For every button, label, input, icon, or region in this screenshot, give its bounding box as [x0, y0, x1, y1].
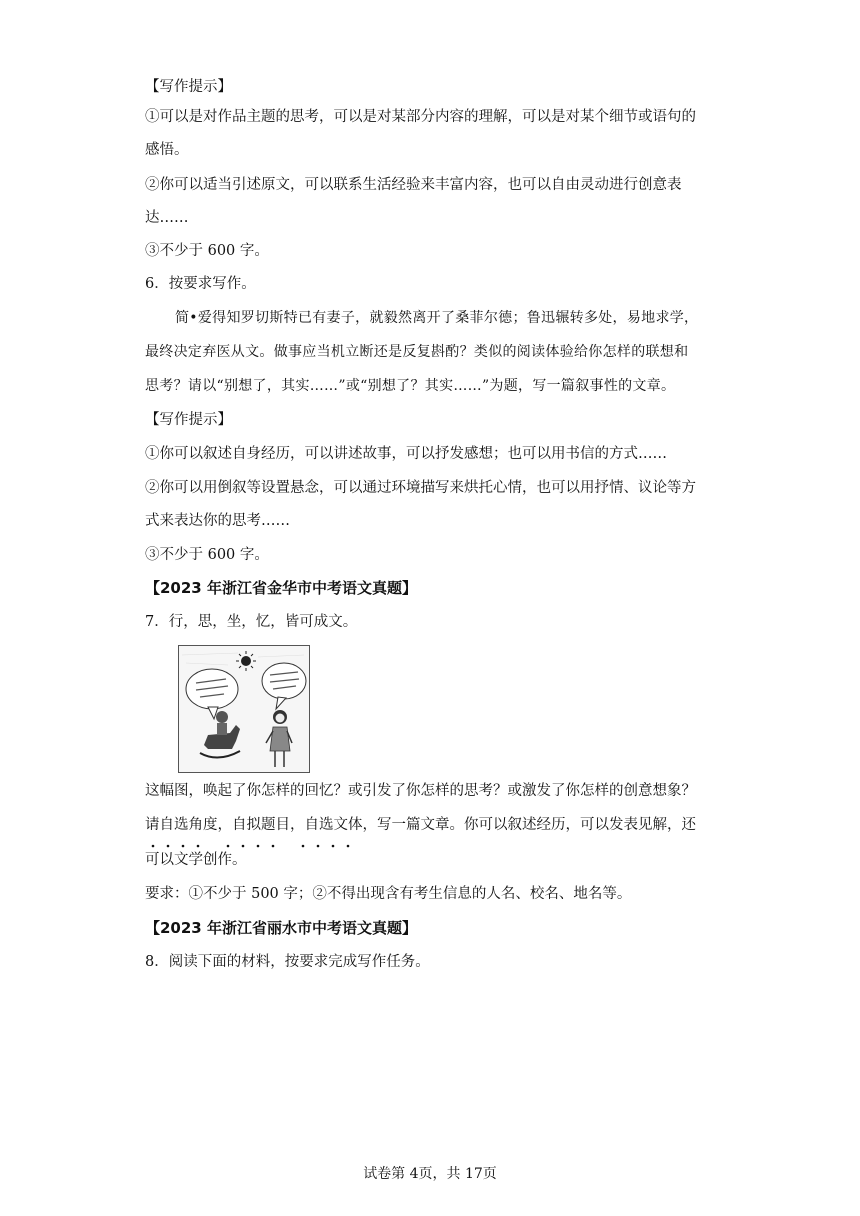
tips-title-5: 【写作提示】	[145, 79, 232, 95]
q6-tip2-line1: ②你可以用倒叙等设置悬念，可以通过环境描写来烘托心情，也可以用抒情、议论等方	[145, 480, 696, 496]
question8-prompt: 8．阅读下面的材料，按要求完成写作任务。	[145, 954, 430, 970]
page-footer: 试卷第 4页，共 17页	[363, 1166, 497, 1182]
q6-material-line1: 简•爱得知罗切斯特已有妻子，就毅然离开了桑菲尔德；鲁迅辗转多处，易地求学，	[175, 310, 699, 326]
cartoon-illustration	[178, 645, 310, 773]
tip1-line1: ①可以是对作品主题的思考，可以是对某部分内容的理解，可以是对某个细节或语句的	[145, 109, 696, 125]
tip2-line2: 达……	[145, 210, 189, 226]
q7-body-line2: 请自选角度，自拟题目，自选文体，写一篇文章。你可以叙述经历，可以发表见解，还	[145, 817, 696, 833]
heading-lishui: 【2023 年浙江省丽水市中考语文真题】	[145, 919, 417, 937]
q7-body-line3: 可以文学创作。	[145, 852, 247, 868]
q6-material-line3: 思考？请以“别想了，其实……”或“别想了？其实……”为题，写一篇叙事性的文章。	[145, 378, 676, 394]
q6-material-line2: 最终决定弃医从文。做事应当机立断还是反复斟酌？类似的阅读体验给你怎样的联想和	[145, 344, 689, 360]
q6-tip3: ③不少于 600 字。	[145, 547, 269, 563]
q7-body-line1: 这幅图，唤起了你怎样的回忆？或引发了你怎样的思考？或激发了你怎样的创意想象？	[145, 783, 696, 799]
q7-requirement: 要求：①不少于 500 字；②不得出现含有考生信息的人名、校名、地名等。	[145, 886, 632, 902]
question6-prompt: 6．按要求写作。	[145, 276, 256, 292]
tip2-line1: ②你可以适当引述原文，可以联系生活经验来丰富内容，也可以自由灵动进行创意表	[145, 177, 682, 193]
heading-jinhua: 【2023 年浙江省金华市中考语文真题】	[145, 579, 417, 597]
emphasis-dots	[145, 843, 385, 849]
q6-tip1: ①你可以叙述自身经历，可以讲述故事，可以抒发感想；也可以用书信的方式……	[145, 446, 667, 462]
q6-tip2-line2: 式来表达你的思考……	[145, 513, 290, 529]
tip3: ③不少于 600 字。	[145, 243, 269, 259]
tip1-line2: 感悟。	[145, 142, 189, 158]
q6-tips-title: 【写作提示】	[145, 412, 232, 428]
question7-prompt: 7．行，思，坐，忆，皆可成文。	[145, 614, 358, 630]
